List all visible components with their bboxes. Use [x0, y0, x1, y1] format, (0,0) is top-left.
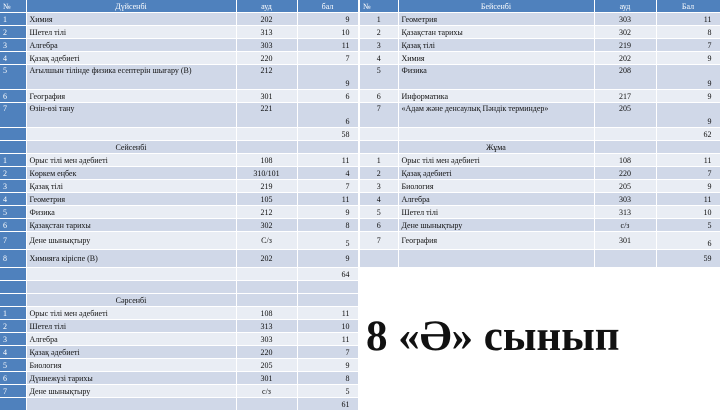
room-cell: 108: [594, 154, 656, 167]
row-number: 1: [0, 154, 26, 167]
score-cell: 8: [297, 372, 358, 385]
row-number: 2: [0, 167, 26, 180]
subject-cell: Биология: [398, 180, 594, 193]
subject-cell: Дене шынықтыру: [26, 385, 236, 398]
room-cell: 212: [236, 65, 297, 90]
subject-cell: Алгебра: [26, 333, 236, 346]
score-cell: 8: [297, 219, 358, 232]
row-number: 3: [0, 39, 26, 52]
row-number: 7: [360, 232, 398, 250]
table-row: [0, 250, 358, 268]
day-header-thursday: Бейсенбі: [398, 0, 594, 13]
day-header-monday: Дүйсенбі: [26, 0, 236, 13]
row-number: 6: [0, 219, 26, 232]
subject-cell: «Адам және денсаулық Пәндік терминдер»: [398, 103, 594, 128]
table-row: [0, 39, 358, 52]
subject-cell: Алгебра: [26, 39, 236, 52]
row-number: 5: [360, 206, 398, 219]
row-number: 7: [0, 385, 26, 398]
subject-cell: Қазақ тілі: [398, 39, 594, 52]
room-cell: 217: [594, 90, 656, 103]
room-cell: 303: [236, 333, 297, 346]
room-header: ауд: [236, 0, 297, 13]
table-row: [0, 180, 358, 193]
table-row: [0, 219, 358, 232]
no-header: №: [0, 0, 26, 13]
friday-total: 59: [656, 250, 720, 268]
room-cell: 205: [594, 103, 656, 128]
table-row: [0, 13, 358, 26]
row-number: 7: [0, 232, 26, 250]
table-row: [0, 320, 358, 333]
score-cell: 9: [297, 13, 358, 26]
score-cell: 11: [656, 193, 720, 206]
subject-cell: Геометрия: [398, 13, 594, 26]
subject-cell: Дүниежүзі тарихы: [26, 372, 236, 385]
score-cell: 9: [297, 250, 358, 268]
score-cell: 9: [656, 180, 720, 193]
left-schedule-table: [0, 0, 359, 411]
wednesday-total: 61: [297, 398, 358, 411]
room-header: ауд: [594, 0, 656, 13]
score-cell: 9: [656, 90, 720, 103]
score-cell: 5: [297, 385, 358, 398]
table-row: [360, 90, 720, 103]
subject-cell: Дене шынықтыру: [398, 219, 594, 232]
score-cell: 7: [297, 52, 358, 65]
table-row: [360, 65, 720, 90]
subject-cell: Физика: [26, 206, 236, 219]
table-row: [0, 65, 358, 90]
row-number: 2: [0, 320, 26, 333]
table-row: [0, 206, 358, 219]
no-header: №: [360, 0, 398, 13]
table-row: [0, 52, 358, 65]
row-number: 3: [360, 39, 398, 52]
room-cell: с/з: [236, 385, 297, 398]
monday-total: 58: [297, 128, 358, 141]
subject-cell: Физика: [398, 65, 594, 90]
table-row: [0, 103, 358, 128]
table-row: [360, 39, 720, 52]
header-row: [360, 0, 720, 13]
room-cell: 219: [594, 39, 656, 52]
room-cell: 219: [236, 180, 297, 193]
room-cell: 301: [236, 90, 297, 103]
row-number: 5: [0, 65, 26, 90]
table-row: [0, 232, 358, 250]
subject-cell: Шетел тілі: [26, 320, 236, 333]
header-row: [0, 0, 358, 13]
room-cell: 302: [594, 26, 656, 39]
table-row: [0, 333, 358, 346]
score-cell: 5: [656, 219, 720, 232]
room-cell: с/з: [594, 219, 656, 232]
row-number: 1: [360, 13, 398, 26]
score-cell: 7: [297, 346, 358, 359]
subject-cell: Геометрия: [26, 193, 236, 206]
score-cell: 6: [656, 232, 720, 250]
row-number: 6: [0, 372, 26, 385]
row-number: 3: [0, 180, 26, 193]
table-row: [360, 167, 720, 180]
room-cell: 313: [236, 26, 297, 39]
score-cell: 10: [656, 206, 720, 219]
subject-cell: Қазақ әдебиеті: [26, 52, 236, 65]
row-number: 4: [0, 193, 26, 206]
day-title-tuesday: Сейсенбі: [26, 141, 236, 154]
table-row: [360, 154, 720, 167]
row-number: 2: [0, 26, 26, 39]
score-cell: 7: [656, 167, 720, 180]
blank-row: [0, 281, 358, 294]
subject-cell: Орыс тілі мен әдебиеті: [26, 307, 236, 320]
row-number: 4: [0, 346, 26, 359]
total-row: [0, 128, 358, 141]
day-title-wednesday: Сәрсенбі: [26, 294, 236, 307]
table-row: [360, 52, 720, 65]
section-row-wednesday: [0, 294, 358, 307]
subject-cell: Орыс тілі мен әдебиеті: [398, 154, 594, 167]
row-number: 5: [360, 65, 398, 90]
row-number: 6: [360, 90, 398, 103]
row-number: 4: [360, 193, 398, 206]
score-cell: 8: [656, 26, 720, 39]
score-header: Бал: [656, 0, 720, 13]
subject-cell: Дене шынықтыру: [26, 232, 236, 250]
subject-cell: Химия: [398, 52, 594, 65]
table-row: [0, 167, 358, 180]
score-cell: 9: [297, 206, 358, 219]
table-row: [0, 26, 358, 39]
score-cell: 11: [656, 13, 720, 26]
table-row: [360, 206, 720, 219]
subject-cell: Өзін-өзі тану: [26, 103, 236, 128]
table-row: [0, 193, 358, 206]
room-cell: 313: [594, 206, 656, 219]
row-number: 1: [360, 154, 398, 167]
row-number: 6: [360, 219, 398, 232]
total-row: [360, 128, 720, 141]
table-row: [0, 385, 358, 398]
room-cell: 303: [594, 193, 656, 206]
row-number: 1: [0, 13, 26, 26]
subject-cell: Шетел тілі: [398, 206, 594, 219]
room-cell: 202: [594, 52, 656, 65]
score-cell: 6: [297, 90, 358, 103]
room-cell: 105: [236, 193, 297, 206]
score-cell: 9: [656, 52, 720, 65]
room-cell: 220: [236, 346, 297, 359]
row-number: 1: [0, 307, 26, 320]
score-header: бал: [297, 0, 358, 13]
room-cell: 303: [236, 39, 297, 52]
table-row: [0, 154, 358, 167]
room-cell: 212: [236, 206, 297, 219]
room-cell: С/з: [236, 232, 297, 250]
subject-cell: Химияға кіріспе (В): [26, 250, 236, 268]
score-cell: 9: [656, 65, 720, 90]
room-cell: 313: [236, 320, 297, 333]
room-cell: 221: [236, 103, 297, 128]
table-row: [360, 26, 720, 39]
room-cell: 303: [594, 13, 656, 26]
thursday-total: 62: [656, 128, 720, 141]
subject-cell: Қазақ әдебиеті: [398, 167, 594, 180]
score-cell: 9: [297, 359, 358, 372]
subject-cell: География: [398, 232, 594, 250]
score-cell: 11: [297, 307, 358, 320]
room-cell: 310/101: [236, 167, 297, 180]
total-row: [0, 398, 358, 411]
row-number: 5: [0, 359, 26, 372]
score-cell: 11: [656, 154, 720, 167]
row-number: 6: [0, 90, 26, 103]
class-title: 8 «Ә» сынып: [366, 313, 620, 360]
room-cell: 208: [594, 65, 656, 90]
room-cell: 220: [236, 52, 297, 65]
room-cell: 301: [236, 372, 297, 385]
score-cell: 7: [656, 39, 720, 52]
score-cell: 11: [297, 333, 358, 346]
row-number: 3: [360, 180, 398, 193]
score-cell: 5: [297, 232, 358, 250]
row-number: 5: [0, 206, 26, 219]
subject-cell: Ағылшын тілінде физика есептерін шығару (В): [26, 65, 236, 90]
room-cell: 301: [594, 232, 656, 250]
table-row: [360, 193, 720, 206]
score-cell: 9: [656, 103, 720, 128]
score-cell: 10: [297, 26, 358, 39]
right-schedule-table: [360, 0, 720, 268]
row-number: 4: [0, 52, 26, 65]
day-title-friday: Жұма: [398, 141, 594, 154]
section-row-friday: [360, 141, 720, 154]
room-cell: 205: [236, 359, 297, 372]
score-cell: 7: [297, 180, 358, 193]
table-row: [0, 372, 358, 385]
score-cell: 4: [297, 167, 358, 180]
subject-cell: Орыс тілі мен әдебиеті: [26, 154, 236, 167]
score-cell: 11: [297, 193, 358, 206]
room-cell: 205: [594, 180, 656, 193]
subject-cell: Химия: [26, 13, 236, 26]
tuesday-total: 64: [297, 268, 358, 281]
row-number: 8: [0, 250, 26, 268]
score-cell: 10: [297, 320, 358, 333]
score-cell: 11: [297, 39, 358, 52]
section-row-tuesday: [0, 141, 358, 154]
row-number: 3: [0, 333, 26, 346]
row-number: 7: [0, 103, 26, 128]
room-cell: 220: [594, 167, 656, 180]
subject-cell: Көркем еңбек: [26, 167, 236, 180]
table-row: [360, 103, 720, 128]
score-cell: 6: [297, 103, 358, 128]
total-row: [0, 268, 358, 281]
room-cell: 202: [236, 13, 297, 26]
table-row: [0, 307, 358, 320]
table-row: [360, 219, 720, 232]
room-cell: 302: [236, 219, 297, 232]
table-row: [0, 359, 358, 372]
row-number: 7: [360, 103, 398, 128]
subject-cell: Алгебра: [398, 193, 594, 206]
subject-cell: Қазақ тілі: [26, 180, 236, 193]
room-cell: 108: [236, 307, 297, 320]
table-row: [0, 346, 358, 359]
table-row: [0, 90, 358, 103]
table-row: [360, 180, 720, 193]
subject-cell: Қазақстан тарихы: [398, 26, 594, 39]
room-cell: 202: [236, 250, 297, 268]
subject-cell: География: [26, 90, 236, 103]
room-cell: 108: [236, 154, 297, 167]
total-row: [360, 250, 720, 268]
score-cell: 9: [297, 65, 358, 90]
subject-cell: Қазақстан тарихы: [26, 219, 236, 232]
table-row: [360, 232, 720, 250]
subject-cell: Қазақ әдебиеті: [26, 346, 236, 359]
subject-cell: Шетел тілі: [26, 26, 236, 39]
subject-cell: Информатика: [398, 90, 594, 103]
subject-cell: Биология: [26, 359, 236, 372]
row-number: 2: [360, 167, 398, 180]
table-row: [360, 13, 720, 26]
row-number: 2: [360, 26, 398, 39]
score-cell: 11: [297, 154, 358, 167]
row-number: 4: [360, 52, 398, 65]
